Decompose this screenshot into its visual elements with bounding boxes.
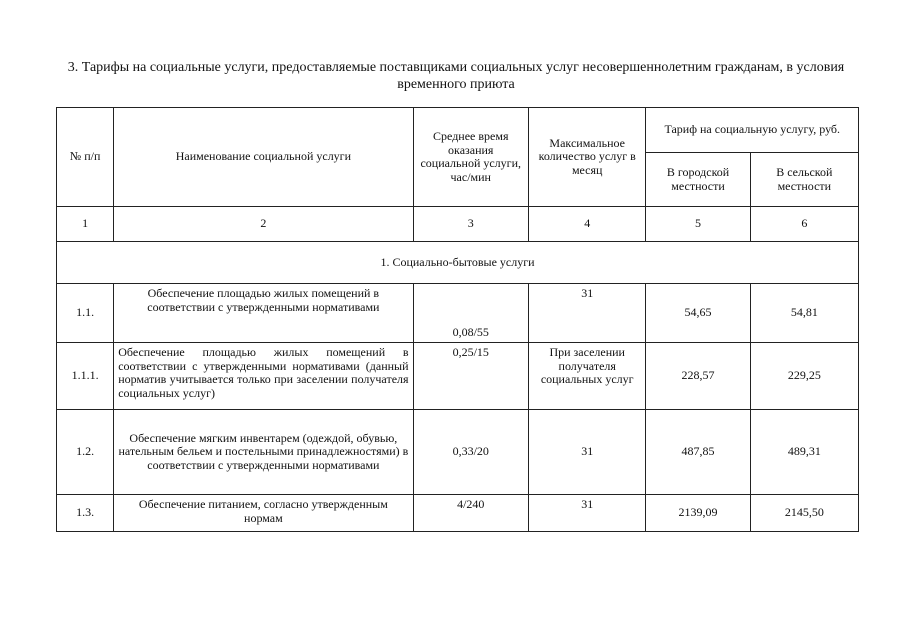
column-number: 4 — [528, 207, 645, 242]
row-city-tariff: 54,65 — [646, 284, 750, 343]
header-num: № п/п — [57, 108, 114, 207]
row-name: Обеспечение площадью жилых помещений в соответствии с утвержденными нормативами (данный норматив учитывается только при заселении получателя социальных услуг) — [114, 343, 413, 410]
column-number: 1 — [57, 207, 114, 242]
header-max: Максимальное количество услуг в месяц — [528, 108, 645, 207]
row-num: 1.2. — [57, 410, 114, 495]
row-rural-tariff: 229,25 — [750, 343, 858, 410]
row-time: 4/240 — [413, 495, 528, 532]
header-tariff: Тариф на социальную услугу, руб. — [646, 108, 859, 153]
column-number: 3 — [413, 207, 528, 242]
row-rural-tariff: 2145,50 — [750, 495, 858, 532]
table-row — [57, 410, 859, 495]
document-title: 3. Тарифы на социальные услуги, предоставляемые поставщиками социальных услуг несовершеннолетним гражданам, в условия временного приюта — [67, 60, 845, 92]
row-max: 31 — [528, 284, 645, 343]
header-rural: В сельской местности — [750, 153, 858, 207]
row-city-tariff: 228,57 — [646, 343, 750, 410]
row-name: Обеспечение мягким инвентарем (одеждой, обувью, нательным бельем и постельными принадлежностями) в соответствии с утвержденными нормативами — [114, 410, 413, 495]
column-number: 5 — [646, 207, 750, 242]
section-row — [57, 242, 859, 284]
row-num: 1.3. — [57, 495, 114, 532]
tariffs-table — [56, 107, 859, 532]
row-rural-tariff: 54,81 — [750, 284, 858, 343]
table-row — [57, 495, 859, 532]
row-num: 1.1. — [57, 284, 114, 343]
row-time: 0,33/20 — [413, 410, 528, 495]
row-name: Обеспечение площадью жилых помещений в соответствии с утвержденными нормативами — [114, 284, 413, 343]
row-max: При заселении получателя социальных услуг — [528, 343, 645, 410]
section-title: 1. Социально-бытовые услуги — [57, 242, 859, 284]
row-name: Обеспечение питанием, согласно утвержденным нормам — [114, 495, 413, 532]
row-time: 0,25/15 — [413, 343, 528, 410]
column-number: 2 — [114, 207, 413, 242]
row-city-tariff: 487,85 — [646, 410, 750, 495]
row-rural-tariff: 489,31 — [750, 410, 858, 495]
row-time: 0,08/55 — [413, 284, 528, 343]
row-max: 31 — [528, 495, 645, 532]
column-number: 6 — [750, 207, 858, 242]
row-num: 1.1.1. — [57, 343, 114, 410]
table-row — [57, 284, 859, 343]
table-row — [57, 343, 859, 410]
header-name: Наименование социальной услуги — [114, 108, 413, 207]
header-time: Среднее время оказания социальной услуги, час/мин — [413, 108, 528, 207]
column-numbers-row — [57, 207, 859, 242]
header-row — [57, 108, 859, 153]
row-max: 31 — [528, 410, 645, 495]
row-city-tariff: 2139,09 — [646, 495, 750, 532]
header-city: В городской местности — [646, 153, 750, 207]
